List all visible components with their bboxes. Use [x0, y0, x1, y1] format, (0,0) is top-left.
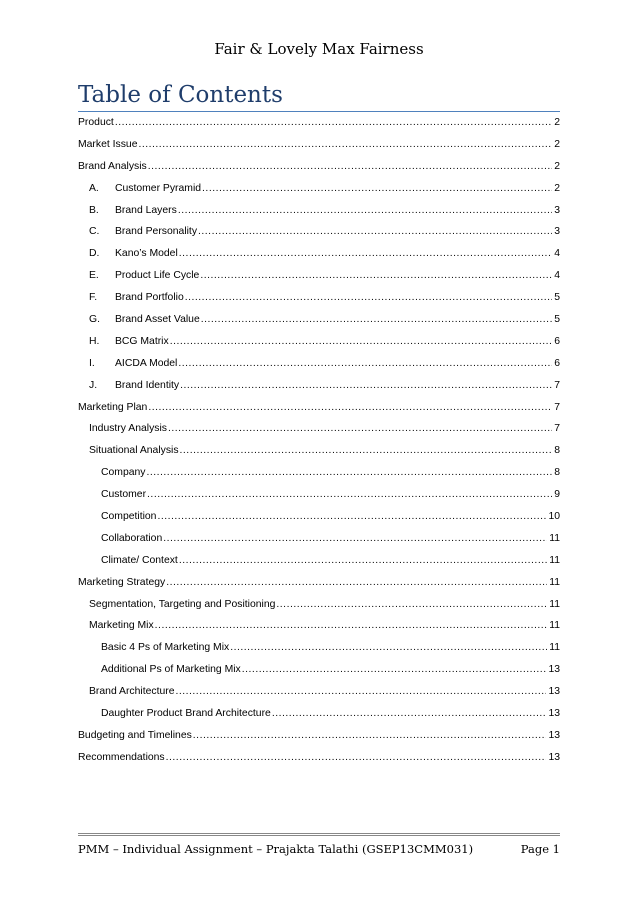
toc-entry-label: Brand Analysis: [78, 160, 147, 172]
toc-dot-leader: [138, 139, 552, 150]
toc-entry-page-number: 11: [549, 532, 560, 544]
toc-dot-leader: [166, 752, 547, 763]
toc-entry[interactable]: [78, 358, 560, 380]
toc-entry-page-number: 13: [548, 708, 560, 720]
toc-dot-leader: [202, 183, 552, 194]
toc-entry[interactable]: [78, 708, 560, 730]
toc-entry-label: Kano’s Model: [115, 248, 178, 260]
toc-entry-page-number: 5: [554, 292, 560, 304]
toc-entry[interactable]: [78, 183, 560, 205]
toc-entry-page-number: 3: [554, 204, 560, 216]
toc-entry[interactable]: [78, 511, 560, 533]
toc-dot-leader: [185, 292, 552, 303]
toc-dot-leader: [193, 730, 547, 741]
toc-entry[interactable]: [78, 620, 560, 642]
toc-entry[interactable]: [78, 577, 560, 599]
toc-entry-page-number: 8: [554, 445, 560, 457]
toc-dot-leader: [115, 117, 552, 128]
toc-entry-marker: H.: [89, 335, 100, 347]
toc-entry[interactable]: [78, 139, 560, 161]
toc-entry-marker: B.: [89, 204, 99, 216]
toc-dot-leader: [148, 402, 552, 413]
toc-entry[interactable]: [78, 380, 560, 402]
toc-dot-leader: [155, 620, 548, 631]
toc-entry[interactable]: [78, 314, 560, 336]
toc-entry[interactable]: [78, 555, 560, 577]
toc-entry[interactable]: [78, 336, 560, 358]
toc-entry[interactable]: [78, 533, 560, 555]
toc-entry-page-number: 7: [554, 379, 560, 391]
toc-dot-leader: [147, 489, 552, 500]
toc-entry-label: Basic 4 Ps of Marketing Mix: [101, 642, 230, 654]
toc-entry-label: Collaboration: [101, 532, 163, 544]
toc-dot-leader: [242, 664, 547, 675]
toc-entry-label: Recommendations: [78, 751, 165, 763]
toc-dot-leader: [157, 511, 546, 522]
toc-entry-page-number: 11: [549, 642, 560, 654]
toc-entry[interactable]: [78, 248, 560, 270]
toc-entry-page-number: 13: [548, 664, 560, 676]
page-header: Fair & Lovely Max Fairness: [214, 40, 424, 58]
toc-dot-leader: [146, 467, 552, 478]
toc-entry-label: BCG Matrix: [115, 335, 169, 347]
toc-entry-page-number: 2: [554, 160, 560, 172]
toc-entry[interactable]: [78, 423, 560, 445]
toc-entry[interactable]: [78, 402, 560, 424]
toc-dot-leader: [180, 445, 553, 456]
toc-dot-leader: [180, 380, 552, 391]
toc-entry-page-number: 11: [549, 598, 560, 610]
table-of-contents: [78, 117, 560, 774]
toc-entry-marker: J.: [89, 379, 98, 391]
toc-entry[interactable]: [78, 642, 560, 664]
toc-entry-page-number: 9: [554, 489, 560, 501]
toc-entry[interactable]: [78, 445, 560, 467]
toc-dot-leader: [179, 248, 552, 259]
toc-entry-page-number: 2: [554, 117, 560, 128]
toc-entry-marker: F.: [89, 292, 98, 304]
toc-entry-label: Market Issue: [78, 138, 138, 150]
toc-entry-label: Customer: [101, 489, 147, 501]
toc-entry-marker: I.: [89, 357, 95, 369]
toc-entry-page-number: 6: [554, 357, 560, 369]
toc-entry-label: Product Life Cycle: [115, 270, 200, 282]
toc-entry[interactable]: [78, 686, 560, 708]
toc-entry-page-number: 4: [554, 270, 560, 282]
toc-entry[interactable]: [78, 664, 560, 686]
toc-entry[interactable]: [78, 292, 560, 314]
toc-entry[interactable]: [78, 730, 560, 752]
toc-entry-label: Industry Analysis: [89, 423, 167, 435]
toc-dot-leader: [166, 577, 547, 588]
toc-entry-page-number: 4: [554, 248, 560, 260]
toc-entry-label: Segmentation, Targeting and Positioning: [89, 598, 276, 610]
toc-entry-page-number: 2: [554, 138, 560, 150]
toc-entry-page-number: 5: [554, 314, 560, 326]
toc-entry-label: Product: [78, 117, 114, 128]
toc-entry-label: Company: [101, 467, 146, 479]
toc-entry-marker: E.: [89, 270, 99, 282]
toc-dot-leader: [230, 642, 547, 653]
toc-entry-page-number: 7: [554, 423, 560, 435]
toc-entry-marker: A.: [89, 182, 99, 194]
footer-page-number: Page 1: [520, 842, 560, 856]
toc-title: Table of Contents: [78, 82, 283, 108]
toc-dot-leader: [168, 423, 552, 434]
toc-dot-leader: [175, 686, 546, 697]
toc-entry-label: Brand Layers: [115, 204, 177, 216]
toc-entry[interactable]: [78, 117, 560, 139]
page-footer: [78, 842, 560, 856]
toc-entry-page-number: 6: [554, 335, 560, 347]
toc-entry-page-number: 2: [554, 182, 560, 194]
toc-entry-marker: C.: [89, 226, 100, 238]
toc-entry[interactable]: [78, 161, 560, 183]
toc-entry-page-number: 11: [549, 554, 560, 566]
toc-dot-leader: [198, 226, 552, 237]
toc-entry[interactable]: [78, 489, 560, 511]
toc-entry-page-number: 13: [548, 686, 560, 698]
toc-entry-label: Budgeting and Timelines: [78, 729, 192, 741]
toc-entry-page-number: 3: [554, 226, 560, 238]
title-divider: [78, 111, 560, 112]
toc-entry-label: Daughter Product Brand Architecture: [101, 708, 271, 720]
toc-entry-label: Brand Identity: [115, 379, 180, 391]
toc-entry-label: Brand Portfolio: [115, 292, 184, 304]
toc-dot-leader: [276, 599, 547, 610]
toc-dot-leader: [170, 336, 553, 347]
toc-dot-leader: [178, 358, 552, 369]
toc-entry[interactable]: [78, 467, 560, 489]
toc-entry-page-number: 8: [554, 467, 560, 479]
toc-dot-leader: [200, 270, 552, 281]
toc-dot-leader: [201, 314, 553, 325]
toc-entry-page-number: 13: [548, 751, 560, 763]
toc-entry-label: Brand Architecture: [89, 686, 175, 698]
toc-entry-label: Situational Analysis: [89, 445, 179, 457]
footer-left-text: PMM – Individual Assignment – Prajakta Talathi (GSEP13CMM031): [78, 842, 474, 856]
toc-entry[interactable]: [78, 226, 560, 248]
toc-entry-label: Competition: [101, 511, 157, 523]
toc-entry-label: Brand Asset Value: [115, 314, 200, 326]
toc-entry-marker: G.: [89, 314, 100, 326]
toc-entry-label: AICDA Model: [115, 357, 178, 369]
toc-dot-leader: [163, 533, 547, 544]
toc-entry-label: Climate/ Context: [101, 554, 178, 566]
toc-entry[interactable]: [78, 752, 560, 774]
toc-dot-leader: [148, 161, 552, 172]
toc-entry-marker: D.: [89, 248, 100, 260]
toc-entry-page-number: 11: [549, 620, 560, 632]
toc-entry-label: Marketing Strategy: [78, 576, 166, 588]
toc-entry-label: Marketing Mix: [89, 620, 154, 632]
toc-entry[interactable]: [78, 270, 560, 292]
toc-entry[interactable]: [78, 205, 560, 227]
toc-entry-page-number: 7: [554, 401, 560, 413]
toc-dot-leader: [272, 708, 547, 719]
toc-entry-page-number: 13: [548, 729, 560, 741]
toc-entry-label: Customer Pyramid: [115, 182, 202, 194]
toc-entry-label: Marketing Plan: [78, 401, 148, 413]
footer-divider: [78, 833, 560, 834]
toc-entry-label: Brand Personality: [115, 226, 198, 238]
toc-entry-page-number: 11: [549, 576, 560, 588]
toc-entry-page-number: 10: [548, 511, 560, 523]
toc-dot-leader: [179, 555, 547, 566]
toc-dot-leader: [178, 205, 552, 216]
toc-entry[interactable]: [78, 599, 560, 621]
toc-entry-label: Additional Ps of Marketing Mix: [101, 664, 241, 676]
footer-divider-secondary: [78, 835, 560, 836]
